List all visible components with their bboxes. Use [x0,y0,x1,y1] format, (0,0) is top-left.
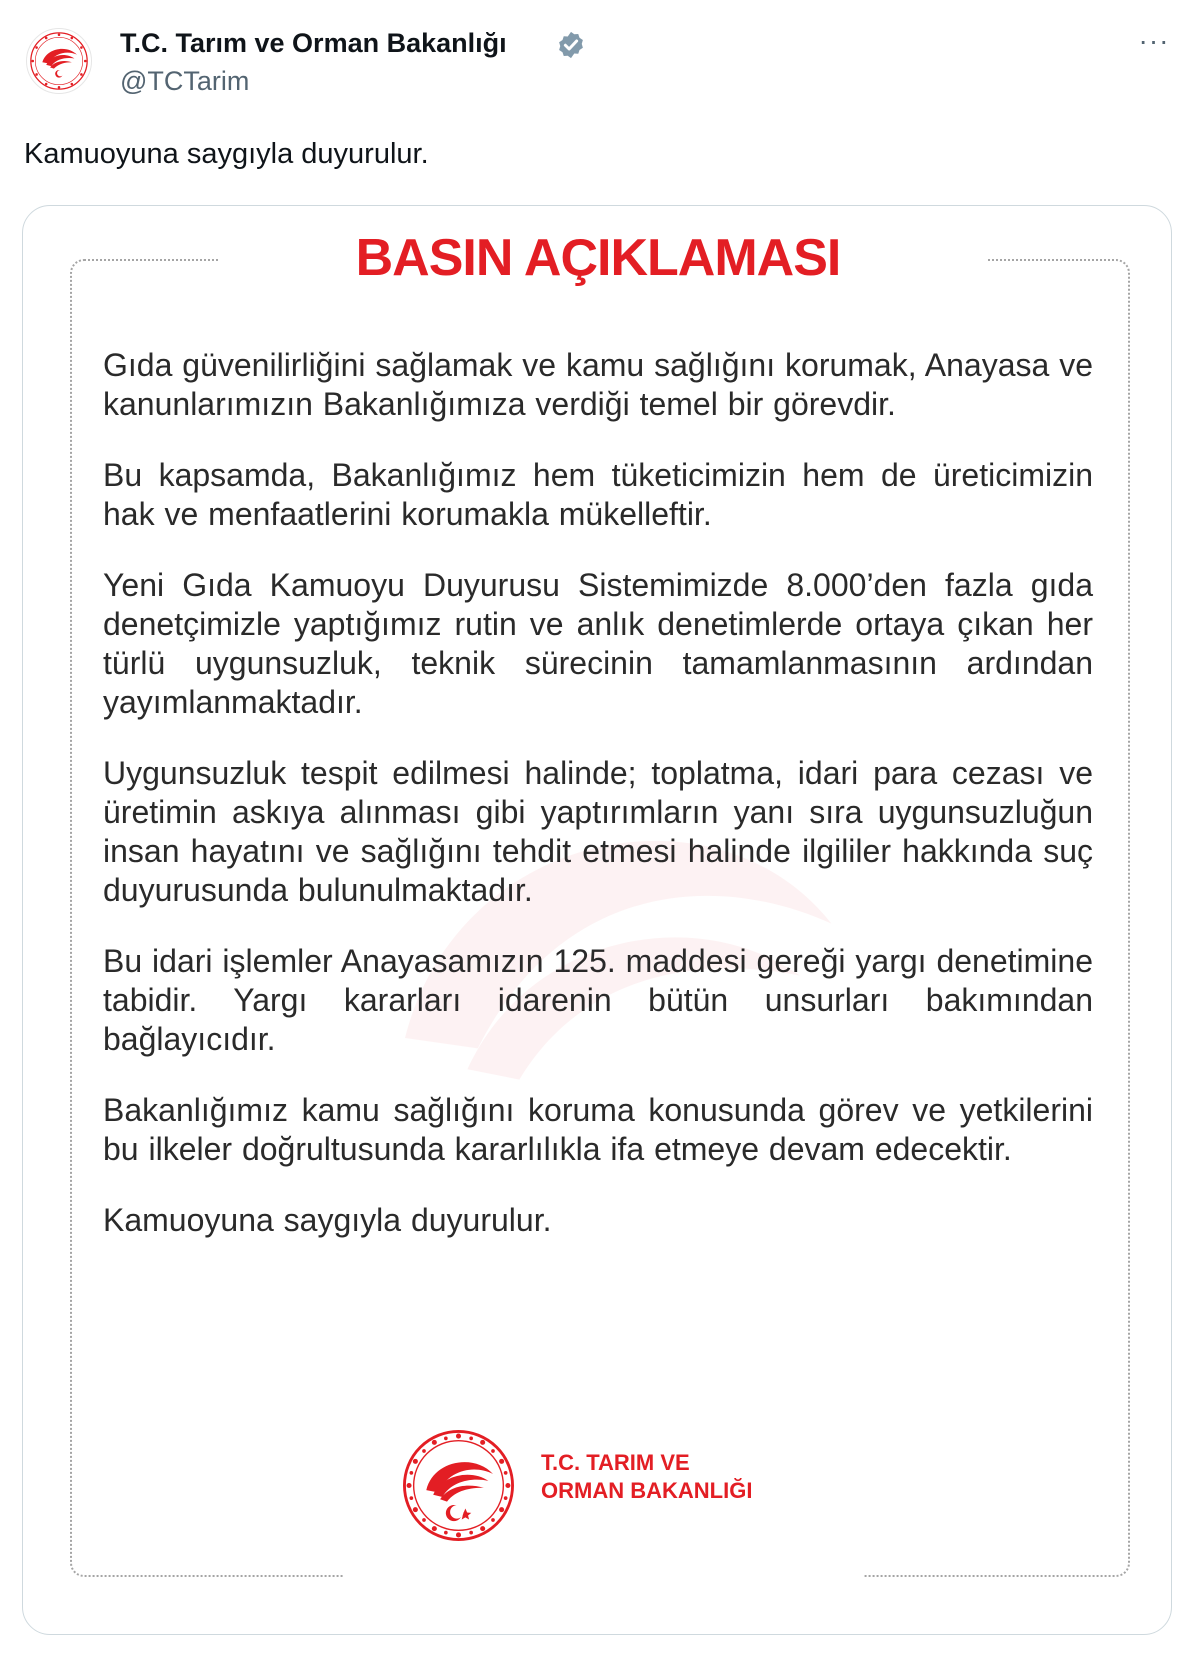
verified-badge-icon [556,30,586,60]
tweet-media-image[interactable] [22,205,1172,1635]
ministry-name-footer [541,1449,752,1505]
paragraph: Uygunsuzluk tespit edilmesi halinde; toplatma, idari para cezası ve üretimin askıya alınması gibi yaptırımların yanı sıra uygunsuzluğun insan hayatını ve sağlığını tehdit etmesi halinde ilgililer hakkında suç duyurusunda bulunulmaktadır. [103,755,1093,908]
ministry-name-line2: ORMAN BAKANLIĞI [541,1478,753,1503]
paragraph: Gıda güvenilirliğini sağlamak ve kamu sağlığını korumak, Anayasa ve kanunlarımızın Bakanlığımıza verdiği temel bir görevdir. [103,347,1093,422]
press-release-document [23,206,1171,1634]
paragraph: Bu idari işlemler Anayasamızın 125. maddesi gereği yargı denetimine tabidir. Yargı kararları idarenin bütün unsurları bakımından bağlayıcıdır. [103,943,1093,1057]
paragraph: Bu kapsamda, Bakanlığımız hem tüketicimizin hem de üreticimizin hak ve menfaatlerini korumakla mükelleftir. [103,457,1093,532]
paragraph: Bakanlığımız kamu sağlığını koruma konusunda görev ve yetkilerini bu ilkeler doğrultusunda kararlılıkla ifa etmeye devam edecektir. [103,1092,1093,1167]
avatar[interactable] [26,28,92,94]
tweet-header [24,26,1174,106]
press-release-body [103,346,1093,1272]
author-name[interactable]: T.C. Tarım ve Orman Bakanlığı [120,28,507,58]
press-release-title: BASIN AÇIKLAMASI [355,229,841,287]
ministry-seal-icon [401,1428,516,1543]
closing-paragraph: Kamuoyuna saygıyla duyurulur. [103,1202,552,1238]
author-handle[interactable]: @TCTarim [120,66,250,96]
more-options-icon[interactable]: ··· [1138,25,1170,56]
frame-gap [343,1561,863,1591]
ministry-logo-icon [27,29,91,93]
ministry-name-line1: T.C. TARIM VE [541,1450,690,1475]
paragraph: Yeni Gıda Kamuoyu Duyurusu Sistemimizde 8.000’den fazla gıda denetçimizle yaptığımız rutin ve anlık denetimlerde ortaya çıkan her türlü uygunsuzluk, teknik sürecinin tamamlanmasının ardından yayımlanmaktadır. [103,567,1093,720]
tweet-text: Kamuoyuna saygıyla duyurulur. [24,138,429,170]
